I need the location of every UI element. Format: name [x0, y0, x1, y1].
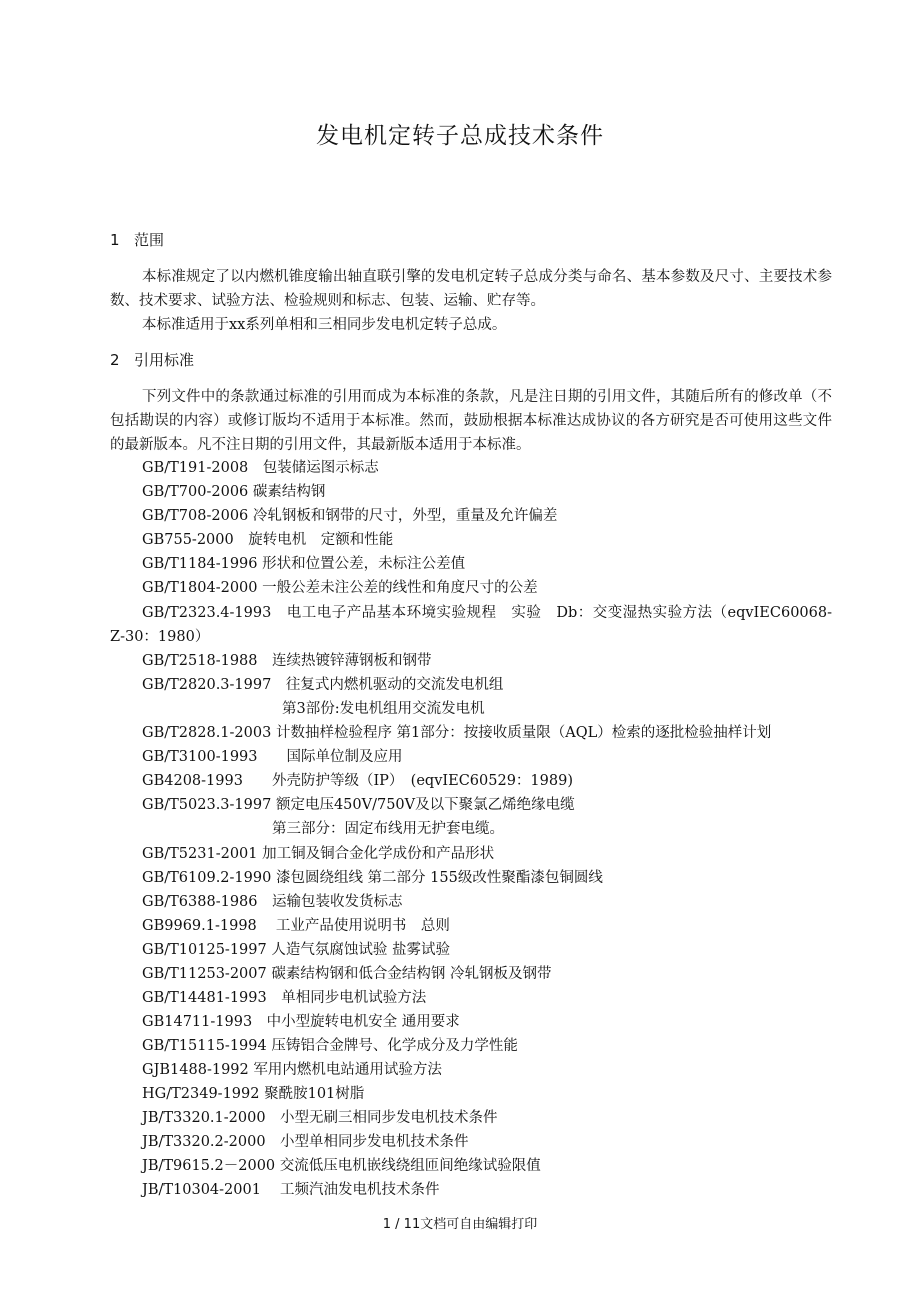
reference-item: GB/T5023.3-1997 额定电压450V/750V及以下聚氯乙烯绝缘电缆 [142, 797, 575, 813]
scope-paragraph-1: 本标准规定了以内燃机锥度输出轴直联引擎的发电机定转子总成分类与命名、基本参数及尺寸、主要技术参数、技术要求、试验方法、检验规则和标志、包装、运输、贮存等。 [110, 269, 832, 309]
reference-item: GB/T708-2006 冷轧钢板和钢带的尺寸，外型，重量及允许偏差 [142, 508, 558, 524]
section-heading-references [110, 349, 194, 371]
reference-item: GB/T2828.1-2003 计数抽样检验程序 第1部分：按接收质量限（AQL）检索的逐批检验抽样计划 [142, 725, 772, 741]
reference-item: GB/T14481-1993 单相同步电机试验方法 [142, 990, 427, 1006]
reference-item: HG/T2349-1992 聚酰胺101树脂 [142, 1086, 365, 1102]
reference-item: GB/T191-2008 包装储运图示标志 [142, 460, 379, 476]
reference-item: GJB1488-1992 军用内燃机电站通用试验方法 [142, 1062, 442, 1078]
reference-item-continuation: 第三部分：固定布线用无护套电缆。 [272, 821, 504, 837]
reference-item: GB/T5231-2001 加工铜及铜合金化学成份和产品形状 [142, 846, 495, 862]
section-number: 2 [110, 351, 120, 369]
reference-item: GB9969.1-1998 工业产品使用说明书 总则 [142, 918, 450, 934]
references-intro-paragraph: 下列文件中的条款通过标准的引用而成为本标准的条款，凡是注日期的引用文件，其随后所有的修改单（不包括勘误的内容）或修订版均不适用于本标准。然而，鼓励根据本标准达成协议的各方研究是否可使用这些文件的最新版本。凡不注日期的引用文件，其最新版本适用于本标准。 [110, 389, 832, 453]
reference-item: JB/T3320.2-2000 小型单相同步发电机技术条件 [142, 1134, 469, 1150]
reference-item: JB/T9615.2－2000 交流低压电机嵌线绕组匝间绝缘试验限值 [142, 1158, 541, 1174]
reference-item: GB4208-1993 外壳防护等级（IP） (eqvIEC60529：1989) [142, 773, 573, 789]
reference-item: GB/T3100-1993 国际单位制及应用 [142, 749, 403, 765]
section-number: 1 [110, 231, 120, 249]
reference-item: GB/T1184-1996 形状和位置公差，未标注公差值 [142, 556, 466, 572]
reference-item: GB14711-1993 中小型旋转电机安全 通用要求 [142, 1014, 460, 1030]
page-footer: 1 / 11文档可自由编辑打印 [382, 1217, 538, 1232]
reference-item: GB/T2323.4-1993 电工电子产品基本环境实验规程 实验 Db：交变湿热实验方法（eqvIEC60068-Z-30：1980） [110, 605, 832, 645]
reference-item: GB755-2000 旋转电机 定额和性能 [142, 532, 394, 548]
reference-item: GB/T11253-2007 碳素结构钢和低合金结构钢 冷轧钢板及钢带 [142, 966, 552, 982]
reference-item: GB/T700-2006 碳素结构钢 [142, 484, 326, 500]
reference-item-continuation: 第3部份:发电机组用交流发电机 [282, 701, 485, 717]
reference-item: GB/T15115-1994 压铸铝合金牌号、化学成分及力学性能 [142, 1038, 518, 1054]
reference-item: JB/T10304-2001 工频汽油发电机技术条件 [142, 1182, 440, 1198]
reference-item: GB/T10125-1997 人造气氛腐蚀试验 盐雾试验 [142, 942, 450, 958]
document-title: 发电机定转子总成技术条件 [316, 123, 604, 149]
scope-paragraph-2: 本标准适用于xx系列单相和三相同步发电机定转子总成。 [142, 317, 507, 333]
section-title: 引用标准 [134, 351, 195, 369]
reference-item: JB/T3320.1-2000 小型无刷三相同步发电机技术条件 [142, 1110, 498, 1126]
reference-item: GB/T2820.3-1997 往复式内燃机驱动的交流发电机组 [142, 677, 504, 693]
reference-item: GB/T1804-2000 一般公差未注公差的线性和角度尺寸的公差 [142, 580, 538, 596]
reference-item: GB/T2518-1988 连续热镀锌薄钢板和钢带 [142, 653, 432, 669]
reference-item: GB/T6109.2-1990 漆包圆绕组线 第二部分 155级改性聚酯漆包铜圆线 [142, 870, 603, 886]
section-heading-scope [110, 229, 164, 251]
section-title: 范围 [134, 231, 165, 249]
reference-item: GB/T6388-1986 运输包装收发货标志 [142, 894, 403, 910]
